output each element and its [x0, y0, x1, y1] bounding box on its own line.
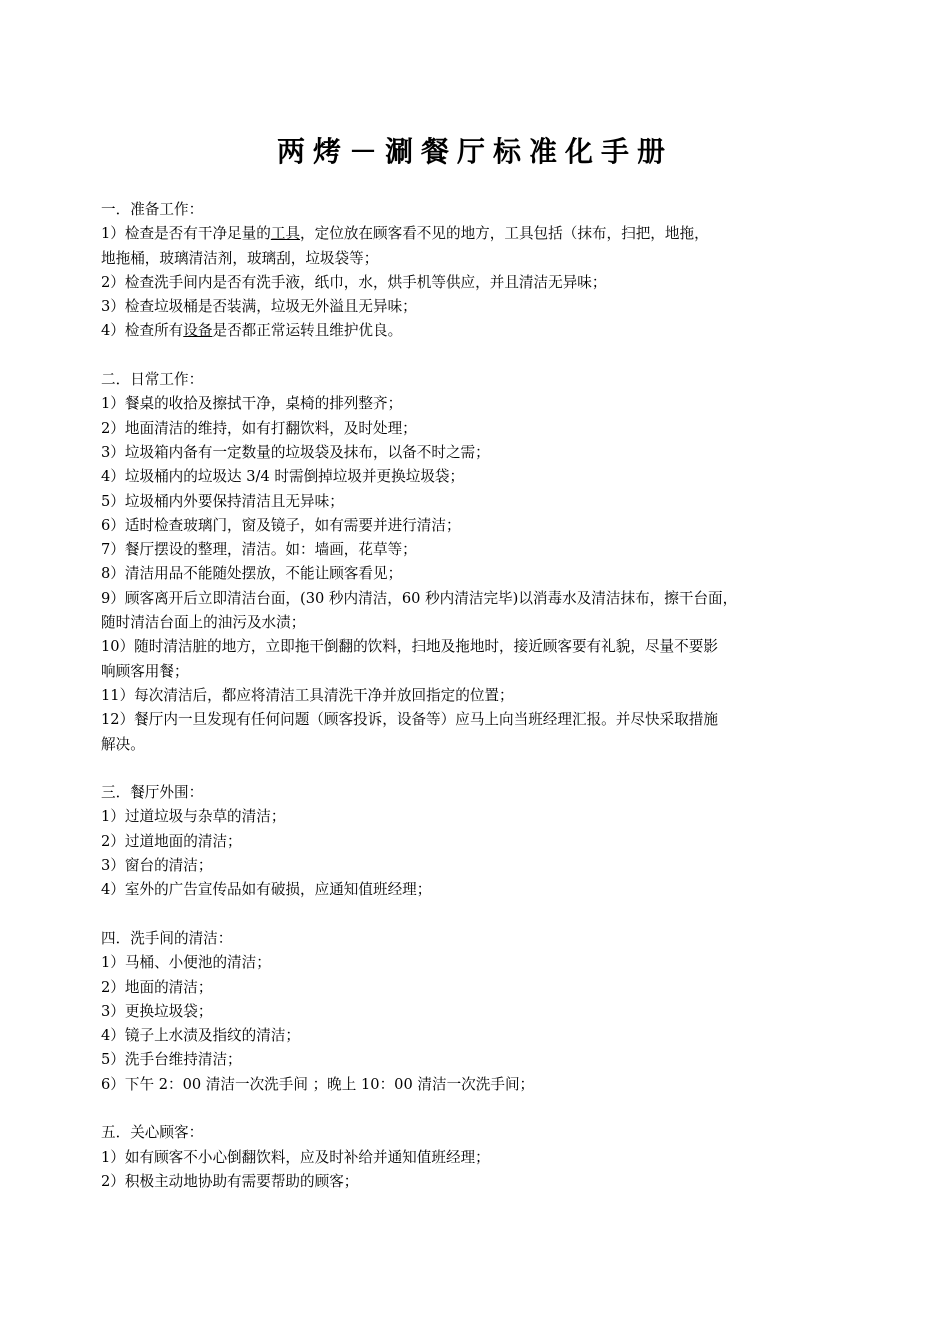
list-item-continuation: 地拖桶，玻璃清洁剂，玻璃刮，垃圾袋等；: [101, 249, 379, 267]
list-item: 11）每次清洁后，都应将清洁工具清洗干净并放回指定的位置；: [101, 686, 514, 704]
list-item: 1）检查是否有干净足量的工具，定位放在顾客看不见的地方，工具包括（抹布，扫把，地拖，: [101, 225, 709, 243]
list-item: 4）垃圾桶内的垃圾达 3/4 时需倒掉垃圾并更换垃圾袋；: [101, 468, 465, 486]
section-heading: 四．洗手间的清洁：: [101, 929, 233, 947]
list-item: 4）检查所有设备是否都正常运转且维护优良。: [101, 322, 403, 340]
list-item: 5）洗手台维持清洁；: [101, 1051, 242, 1069]
section-heading: 一．准备工作：: [101, 201, 204, 218]
list-item: 2）地面的清洁；: [101, 978, 213, 996]
list-item-continuation: 响顾客用餐；: [101, 662, 189, 680]
list-item: 2）检查洗手间内是否有洗手液，纸巾，水，烘手机等供应，并且清洁无异味；: [101, 273, 607, 291]
list-item: 9）顾客离开后立即清洁台面，(30 秒内清洁，60 秒内清洁完毕)以消毒水及清洁抹布，擦干台面，: [101, 589, 738, 607]
document-body: [101, 198, 821, 1218]
list-item: 4）镜子上水渍及指纹的清洁；: [101, 1027, 301, 1045]
underlined-term-equipment: 设备: [183, 322, 213, 340]
list-item-continuation: 解决。: [101, 735, 145, 753]
list-item: 4）室外的广告宣传品如有破损，应通知值班经理；: [101, 881, 432, 899]
section-heading: 二．日常工作：: [101, 371, 204, 389]
list-item: 3）垃圾箱内备有一定数量的垃圾袋及抹布，以备不时之需；: [101, 443, 490, 461]
list-item: 10）随时清洁脏的地方，立即拖干倒翻的饮料，扫地及拖地时，接近顾客要有礼貌，尽量不要影: [101, 638, 718, 656]
list-item: 5）垃圾桶内外要保持清洁且无异味；: [101, 492, 344, 510]
list-item: 3）窗台的清洁；: [101, 857, 213, 875]
list-item: 12）餐厅内一旦发现有任何问题（顾客投诉，设备等）应马上向当班经理汇报。并尽快采取措施: [101, 711, 718, 729]
list-item: 2）地面清洁的维持，如有打翻饮料，及时处理；: [101, 419, 417, 437]
list-item: 6）适时检查玻璃门，窗及镜子，如有需要并进行清洁；: [101, 516, 461, 534]
document-title: 两烤－涮餐厅标准化手册: [276, 135, 673, 168]
section-preparation: [101, 198, 821, 344]
section-restroom: [101, 927, 821, 1097]
list-item-continuation: 随时清洁台面上的油污及水渍；: [101, 614, 306, 632]
section-daily-work: [101, 368, 821, 757]
list-item: 8）清洁用品不能随处摆放，不能让顾客看见；: [101, 565, 403, 583]
section-heading: 三．餐厅外围：: [101, 784, 204, 802]
underlined-term-tools: 工具: [270, 225, 301, 243]
list-item: 6）下午 2：00 清洁一次洗手间 ；晚上 10：00 清洁一次洗手间；: [101, 1075, 535, 1093]
section-heading: 五．关心顾客：: [101, 1124, 204, 1142]
list-item: 3）检查垃圾桶是否装满，垃圾无外溢且无异味；: [101, 298, 417, 316]
list-item: 1）如有顾客不小心倒翻饮料，应及时补给并通知值班经理；: [101, 1148, 490, 1166]
list-item: 1）餐桌的收拾及擦拭干净，桌椅的排列整齐；: [101, 395, 403, 413]
list-item: 2）过道地面的清洁；: [101, 832, 242, 850]
list-item: 2）积极主动地协助有需要帮助的顾客；: [101, 1172, 359, 1190]
section-customer-care: [101, 1121, 821, 1194]
list-item: 3）更换垃圾袋；: [101, 1002, 213, 1020]
section-exterior: [101, 781, 821, 902]
list-item: 7）餐厅摆设的整理，清洁。如：墙画，花草等；: [101, 541, 417, 559]
list-item: 1）马桶、小便池的清洁；: [101, 954, 271, 972]
list-item: 1）过道垃圾与杂草的清洁；: [101, 808, 286, 826]
